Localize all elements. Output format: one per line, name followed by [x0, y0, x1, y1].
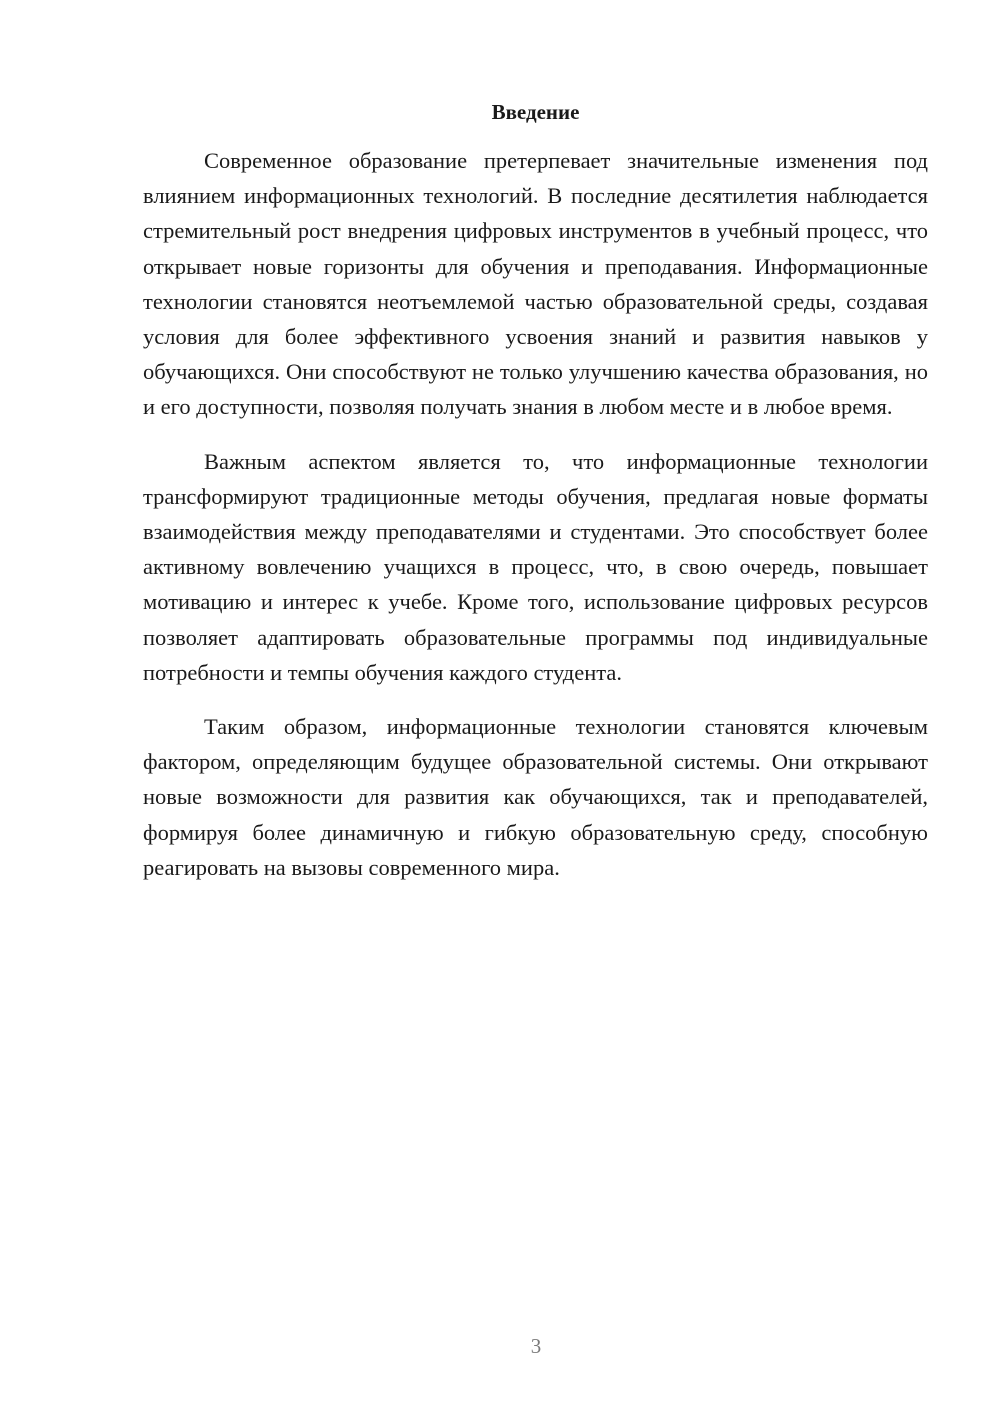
page-number: 3 — [530, 1334, 542, 1358]
paragraph-2: Важным аспектом является то, что информационные технологии трансформируют традиционные методы обучения, предлагая новые форматы взаимодействия между преподавателями и студентами. Это способствует более активному вовлечению учащихся в процесс, что, в свою очередь, повышает мотивацию и интерес к учебе. Кроме того, использование цифровых ресурсов позволяет адаптировать образовательные программы под индивидуальные потребности и темпы обучения каждого студента. — [143, 448, 928, 685]
paragraph-1: Современное образование претерпевает значительные изменения под влиянием информационных технологий. В последние десятилетия наблюдается стремительный рост внедрения цифровых инструментов в учебный процесс, что открывает новые горизонты для обучения и преподавания. Информационные технологии становятся неотъемлемой частью образовательной среды, создавая условия для более эффективного усвоения знаний и развития навыков у обучающихся. Они способствуют не только улучшению качества образования, но и его доступности, позволяя получать знания в любом месте и в любое время. — [143, 148, 928, 420]
section-heading: Введение — [491, 100, 580, 124]
body-text — [143, 143, 928, 904]
paragraph-3: Таким образом, информационные технологии становятся ключевым фактором, определяющим будущее образовательной системы. Они открывают новые возможности для развития как обучающихся, так и преподавателей, формируя более динамичную и гибкую образовательную среду, способную реагировать на вызовы современного мира. — [143, 714, 928, 880]
